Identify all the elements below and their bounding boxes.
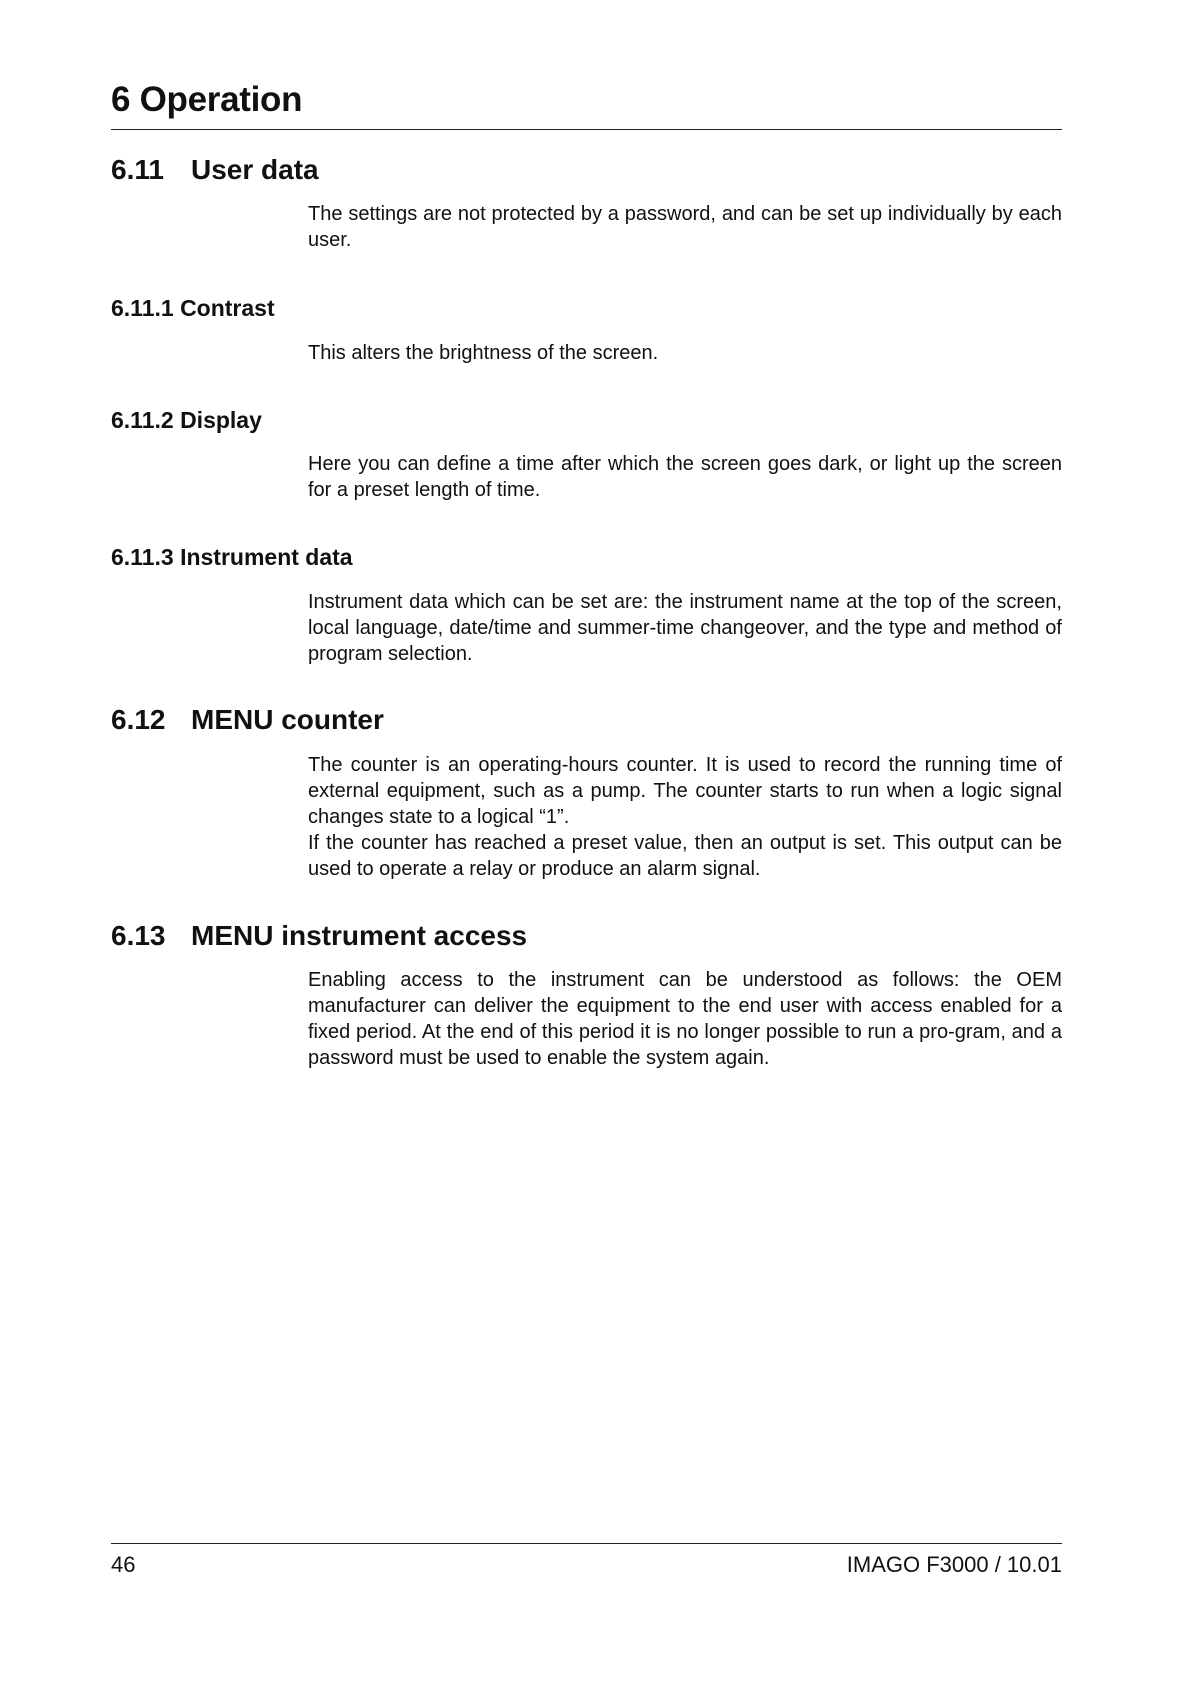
footer-rule (111, 1543, 1062, 1544)
section-body-6-12-part1: The counter is an operating-hours counter. It is used to record the running time of external equipment, such as a pump. The counter starts to run when a logic signal changes state to a logical “1”. (308, 754, 1062, 828)
subsection-body-6-11-2: Here you can define a time after which the screen goes dark, or light up the screen for a preset length of time. (308, 453, 1062, 501)
section-body-6-13: Enabling access to the instrument can be understood as follows: the OEM manufacturer can deliver the equipment to the end user with access enabled for a fixed period. At the end of this period it is no longer possible to run a pro-gram, and a password must be used to enable the system again. (308, 969, 1062, 1069)
subsection-body-6-11-1: This alters the brightness of the screen. (308, 342, 659, 364)
subsection-heading-6-11-1: 6.11.1 Contrast (111, 295, 275, 321)
section-heading-6-12 (111, 706, 384, 734)
section-body-6-11: The settings are not protected by a password, and can be set up individually by each user. (308, 203, 1062, 251)
section-number: 6.13 (111, 920, 166, 951)
section-title: User data (191, 154, 319, 185)
section-number: 6.11 (111, 154, 164, 185)
section-heading-6-13 (111, 922, 527, 950)
subsection-body-6-11-3: Instrument data which can be set are: the instrument name at the top of the screen, local language, date/time and summer-time changeover, and the type and method of program selection. (308, 591, 1062, 665)
section-title: MENU counter (191, 704, 384, 735)
section-body-6-12-part2: If the counter has reached a preset value, then an output is set. This output can be used to operate a relay or produce an alarm signal. (308, 832, 1062, 880)
section-title: MENU instrument access (191, 920, 528, 951)
subsection-heading-6-11-2: 6.11.2 Display (111, 407, 262, 433)
header-rule (111, 129, 1062, 130)
section-heading-6-11 (111, 156, 319, 184)
section-number: 6.12 (111, 704, 166, 735)
page-number: 46 (111, 1552, 136, 1577)
subsection-heading-6-11-3: 6.11.3 Instrument data (111, 544, 353, 570)
document-id: IMAGO F3000 / 10.01 (846, 1552, 1062, 1577)
chapter-title: 6 Operation (111, 80, 303, 119)
